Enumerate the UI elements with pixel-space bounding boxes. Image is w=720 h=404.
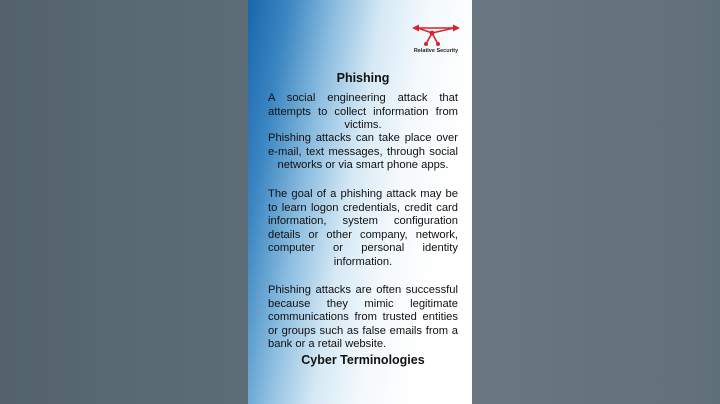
success-paragraph: Phishing attacks are often successful because they mimic legitimate communications from trusted entities or groups such as false emails from a bank or a retail website. xyxy=(268,284,458,350)
security-network-icon xyxy=(408,20,464,48)
card-title: Phishing xyxy=(336,71,390,85)
channels-paragraph: Phishing attacks can take place over e-mail, text messages, through social networks or via smart phone apps. xyxy=(268,132,458,171)
definition-paragraph: A social engineering attack that attempts to collect information from victims. xyxy=(268,92,458,131)
brand-logo xyxy=(408,20,464,58)
goal-paragraph: The goal of a phishing attack may be to learn logon credentials, credit card information, system configuration details or other company, network, computer or personal identity information. xyxy=(268,188,458,268)
left-backdrop xyxy=(0,0,248,404)
brand-name: Relative Security xyxy=(413,48,459,54)
right-backdrop xyxy=(472,0,720,404)
footer-title: Cyber Terminologies xyxy=(301,353,425,367)
